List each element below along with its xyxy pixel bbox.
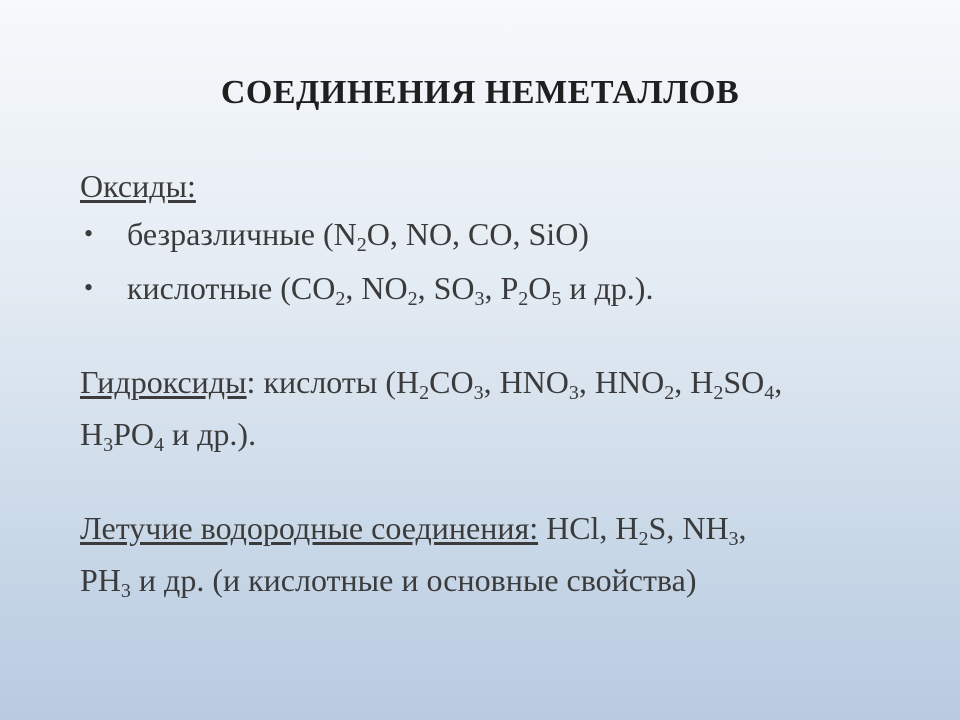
hydrides-line-2: $PH_3$ и др. (и кислотные и основные свойства) bbox=[80, 562, 697, 602]
oxides-indifferent-item: безразличные ($N_2O$, NO, CO, SiO) bbox=[127, 216, 589, 256]
bullet-marker: • bbox=[84, 273, 94, 302]
oxides-heading-text: Оксиды: bbox=[80, 168, 196, 204]
hydrides-heading: Летучие водородные соединения: bbox=[80, 510, 539, 546]
hydroxides-line-1: Гидроксиды: кислоты ($H_2CO_3$, $HNO_3$, $HNO_2$, $H_2SO_4$, bbox=[80, 364, 783, 404]
hydroxides-heading: Гидроксиды bbox=[80, 364, 247, 400]
oxides-acidic-item: кислотные ($CO_2$, $NO_2$, $SO_3$, $P_2O_5$ и др.). bbox=[127, 270, 654, 310]
hydroxides-line-2: $H_3PO_4$ и др.). bbox=[80, 416, 257, 456]
slide-title: СОЕДИНЕНИЯ НЕМЕТАЛЛОВ bbox=[220, 74, 740, 111]
bullet-marker: • bbox=[84, 219, 94, 248]
oxides-heading bbox=[80, 166, 196, 206]
hydrides-line-1: Летучие водородные соединения: HCl, $H_2S$, $NH_3$, bbox=[80, 510, 747, 550]
